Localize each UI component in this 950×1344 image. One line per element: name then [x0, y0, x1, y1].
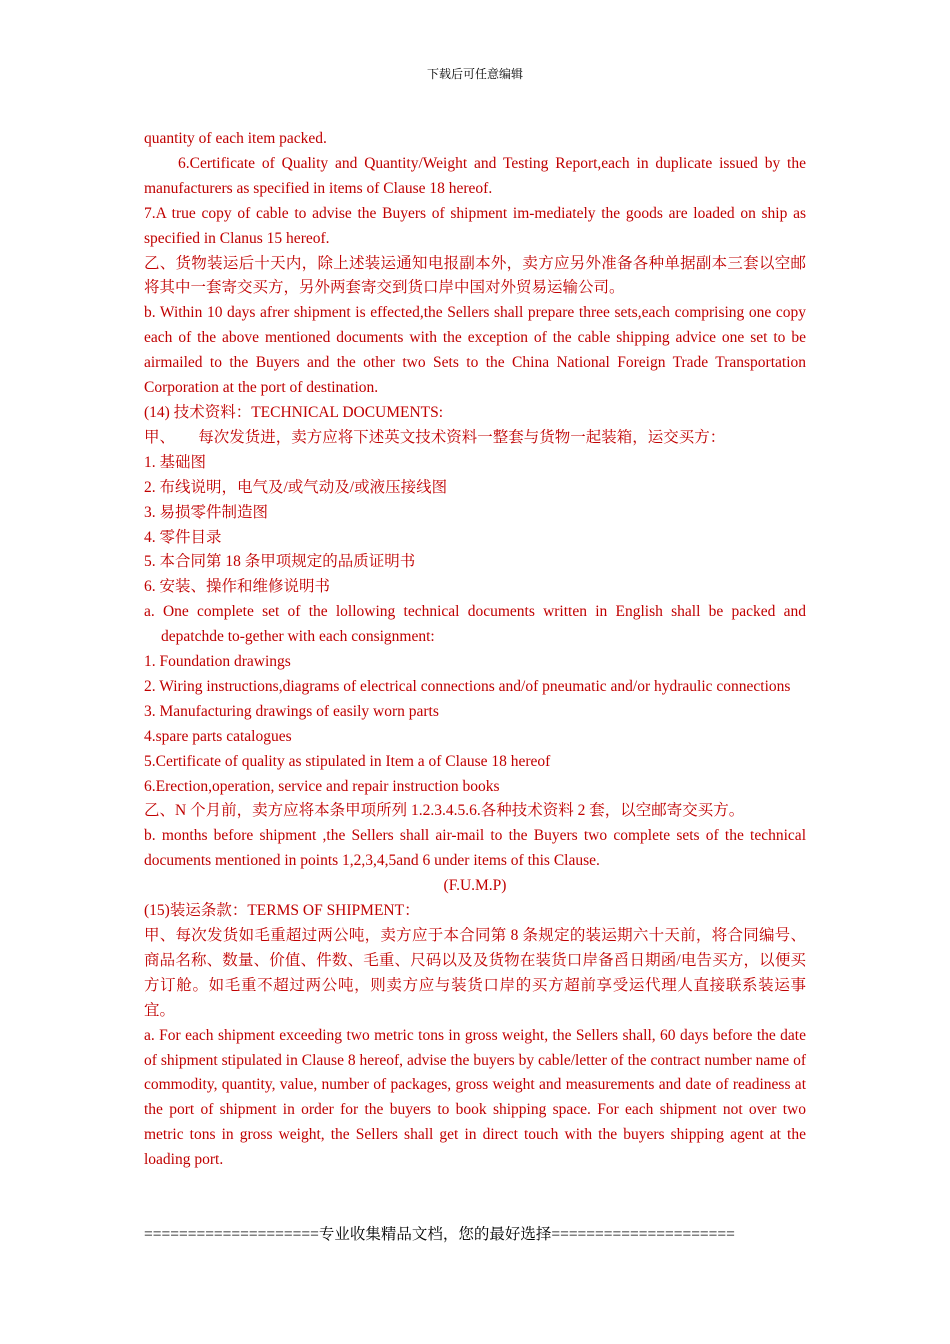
- list-item: 1. 基础图: [144, 453, 207, 471]
- paragraph: 7.A true copy of cable to advise the Buyers of shipment im-mediately the goods are loaded on ship as specified in Clanus 15 hereof.: [144, 204, 806, 247]
- list-item: 3. Manufacturing drawings of easily worn parts: [144, 702, 439, 720]
- list-item: 3. 易损零件制造图: [144, 503, 269, 521]
- paragraph: a. For each shipment exceeding two metric tons in gross weight, the Sellers shall, 60 days before the date of shipment stipulated in Clause 8 hereof, advise the buyers by cable/letter of the contract number name of commodity, quantity, value, number of packages, gross weight and measurements and date of readiness at the port of shipment in order for the buyers to book shipping space. For each shipment not over two metric tons in gross weight, the Sellers shall get in direct touch with the buyers shipping agent at the loading port.: [144, 1026, 806, 1169]
- paragraph: 乙、货物装运后十天内，除上述装运通知电报副本外，卖方应另外准备各种单据副本三套以空邮将其中一套寄交买方，另外两套寄交到货口岸中国对外贸易运输公司。: [144, 254, 806, 297]
- paragraph: 甲、每次发货如毛重超过两公吨，卖方应于本合同第 8 条规定的装运期六十天前，将合同编号、商品名称、数量、价值、件数、毛重、尺码以及及货物在装货口岸备舀日期函/电告买方，以便买方订舱。如毛重不超过两公吨，则卖方应与装货口岸的买方超前享受运代理人直接联系装运事宜。: [144, 927, 806, 1019]
- list-item: 5.Certificate of quality as stipulated in Item a of Clause 18 hereof: [144, 752, 551, 770]
- list-item: 2. Wiring instructions,diagrams of electrical connections and/of pneumatic and/or hydraulic connections: [144, 677, 791, 695]
- paragraph: b. months before shipment ,the Sellers shall air-mail to the Buyers two complete sets of the technical documents mentioned in points 1,2,3,4,5and 6 under items of this Clause.: [144, 827, 806, 870]
- list-item: 2. 布线说明，电气及/或气动及/或液压接线图: [144, 478, 448, 496]
- paragraph: 乙、N 个月前，卖方应将本条甲项所列 1.2.3.4.5.6.各种技术资料 2 套，以空邮寄交买方。: [144, 802, 745, 820]
- section-heading: (15)装运条款：TERMS OF SHIPMENT：: [144, 902, 420, 920]
- list-item: 5. 本合同第 18 条甲项规定的品质证明书: [144, 553, 416, 571]
- list-item: 4. 零件目录: [144, 528, 222, 546]
- paragraph: 甲、 每次发货进，卖方应将下述英文技术资料一整套与货物一起装箱，运交买方：: [144, 428, 726, 446]
- paragraph: 6.Certificate of Quality and Quantity/Weight and Testing Report,each in duplicate issued by the manufacturers as specified in items of Clause 18 hereof.: [144, 154, 806, 197]
- fump-label: (F.U.M.P): [443, 877, 507, 895]
- paragraph: a. One complete set of the lollowing technical documents written in English shall be packed and depatchde to-gether with each consignment:: [144, 603, 806, 646]
- section-heading: (14) 技术资料：TECHNICAL DOCUMENTS:: [144, 403, 444, 421]
- list-item: 4.spare parts catalogues: [144, 727, 292, 745]
- page-footer: ====================专业收集精品文档，您的最好选择=====================: [144, 1226, 735, 1243]
- paragraph: b. Within 10 days afrer shipment is effected,the Sellers shall prepare three sets,each comprising one copy each of the above mentioned documents with the exception of the cable shipping advice one set to be airmailed to the Buyers and the other two Sets to the China National Foreign Trade Transportation Corporation at the port of destination.: [144, 304, 806, 397]
- page-header: 下载后可任意编辑: [426, 67, 523, 81]
- list-item: 6. 安装、操作和维修说明书: [144, 578, 331, 596]
- document-body: [144, 127, 806, 1173]
- paragraph: quantity of each item packed.: [144, 130, 327, 147]
- list-item: 6.Erection,operation, service and repair instruction books: [144, 777, 500, 795]
- list-item: 1. Foundation drawings: [144, 653, 291, 671]
